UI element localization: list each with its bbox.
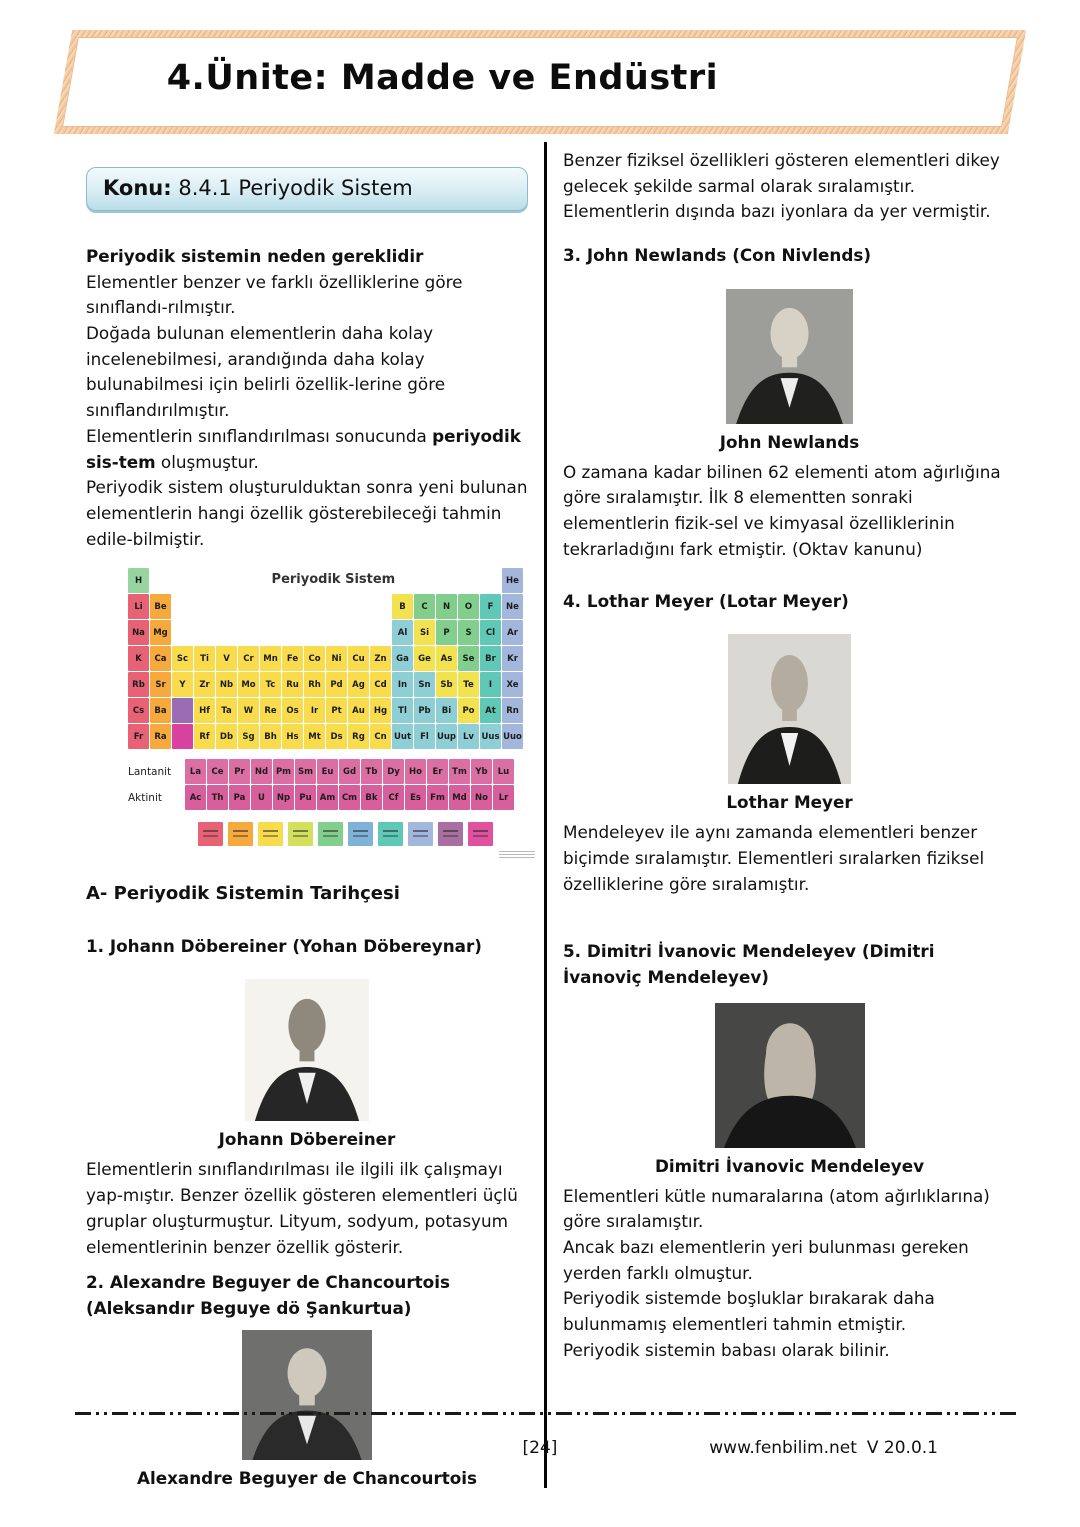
element-cell-Eu: Eu: [317, 759, 338, 784]
element-cell-Ni: Ni: [326, 646, 347, 671]
element-cell-La: La: [185, 759, 206, 784]
element-cell-Md: Md: [449, 785, 470, 810]
item1-heading: 1. Johann Döbereiner (Yohan Döbereynar): [86, 935, 482, 956]
item5-paragraph-4: Periyodik sistemin babası olarak bilinir.: [563, 1339, 890, 1360]
element-cell-Cf: Cf: [383, 785, 404, 810]
intro-heading: Periyodik sistemin neden gereklidir: [86, 246, 424, 266]
element-cell-B: B: [392, 594, 413, 619]
periodic-table-figure: [128, 568, 528, 850]
element-cell-In: In: [392, 672, 413, 697]
element-cell-Mn: Mn: [260, 646, 281, 671]
item3-text: O zamana kadar bilinen 62 elementi atom ağırlığına göre sıralamıştır. İlk 8 elementten sonraki elementlerin fizik-sel ve kimyasal özelliklerinin tekrarladığını fark etmiştir. (Oktav kanunu): [563, 461, 1001, 559]
element-cell-Uup: Uup: [436, 724, 457, 749]
element-cell-Tm: Tm: [449, 759, 470, 784]
element-cell-Sm: Sm: [295, 759, 316, 784]
element-cell-Se: Se: [458, 646, 479, 671]
element-cell-Sc: Sc: [172, 646, 193, 671]
item1-text: Elementlerin sınıflandırılması ile ilgili ilk çalışmayı yap-mıştır. Benzer özellik gösteren elementleri üçlü gruplar oluşturmuştur. Lityum, sodyum, potasyum elementlerinin benzer özellik gösterir.: [86, 1159, 518, 1257]
element-cell-Rn: Rn: [502, 698, 523, 723]
element-cell-W: W: [238, 698, 259, 723]
legend-swatch: [378, 822, 403, 846]
element-cell-Nb: Nb: [216, 672, 237, 697]
element-cell-Pd: Pd: [326, 672, 347, 697]
element-cell-Ga: Ga: [392, 646, 413, 671]
element-cell-Lv: Lv: [458, 724, 479, 749]
element-cell-Dy: Dy: [383, 759, 404, 784]
portrait-caption: Alexandre Beguyer de Chancourtois: [136, 1467, 478, 1488]
element-cell-Fe: Fe: [282, 646, 303, 671]
element-cell-Pu: Pu: [295, 785, 316, 810]
element-cell-Ra: Ra: [150, 724, 171, 749]
portrait-image: [245, 979, 369, 1121]
element-cell-Kr: Kr: [502, 646, 523, 671]
element-cell-Rb: Rb: [128, 672, 149, 697]
portrait-image: [726, 289, 853, 424]
element-cell-Mg: Mg: [150, 620, 171, 645]
element-cell-Nd: Nd: [251, 759, 272, 784]
element-cell-Rh: Rh: [304, 672, 325, 697]
item5-paragraph-1: Elementleri kütle numaralarına (atom ağırlıklarına) göre sıralamıştır.: [563, 1185, 990, 1232]
footer-site: [699, 1438, 938, 1458]
element-cell-Al: Al: [392, 620, 413, 645]
periodic-table: [128, 568, 523, 850]
element-cell-Pa: Pa: [229, 785, 250, 810]
table-credit-smudge: [499, 851, 535, 860]
element-cell-Ho: Ho: [405, 759, 426, 784]
portrait-image: [715, 1003, 865, 1148]
element-cell-F: F: [480, 594, 501, 619]
element-cell-Tb: Tb: [361, 759, 382, 784]
element-cell-Ce: Ce: [207, 759, 228, 784]
item4-text-block: [563, 820, 1016, 897]
portrait-image: [728, 634, 851, 784]
element-cell-Y: Y: [172, 672, 193, 697]
portrait-caption: Lothar Meyer: [726, 792, 853, 813]
element-cell-Cd: Cd: [370, 672, 391, 697]
element-cell-S: S: [458, 620, 479, 645]
element-cell-As: As: [436, 646, 457, 671]
site-url: www.fenbilim.net: [709, 1438, 857, 1458]
intro-paragraph-1: Elementler benzer ve farklı özelliklerine göre sınıflandı-rılmıştır.: [86, 271, 463, 318]
unit-banner: [54, 30, 1026, 134]
legend-swatch: [408, 822, 433, 846]
element-cell-Po: Po: [458, 698, 479, 723]
element-cell-C: C: [414, 594, 435, 619]
element-cell-Rf: Rf: [194, 724, 215, 749]
element-cell-At: At: [480, 698, 501, 723]
element-cell-Si: Si: [414, 620, 435, 645]
element-cell-Hg: Hg: [370, 698, 391, 723]
element-cell-Gd: Gd: [339, 759, 360, 784]
element-cell-Bh: Bh: [260, 724, 281, 749]
element-cell-Sb: Sb: [436, 672, 457, 697]
element-cell-Re: Re: [260, 698, 281, 723]
element-cell-Ir: Ir: [304, 698, 325, 723]
element-cell-Au: Au: [348, 698, 369, 723]
element-cell-Ge: Ge: [414, 646, 435, 671]
item5-paragraph-2: Ancak bazı elementlerin yeri bulunması gereken yerden farklı olmuştur.: [563, 1237, 969, 1283]
element-cell-Pt: Pt: [326, 698, 347, 723]
element-cell-Na: Na: [128, 620, 149, 645]
element-cell-Ag: Ag: [348, 672, 369, 697]
element-cell-Lr: Lr: [493, 785, 514, 810]
unit-banner-inner: [62, 37, 1018, 127]
legend-swatch: [468, 822, 493, 846]
element-cell-Cr: Cr: [238, 646, 259, 671]
periodic-table-legend: [168, 822, 523, 846]
element-cell-Rg: Rg: [348, 724, 369, 749]
element-cell-Cl: Cl: [480, 620, 501, 645]
actinide-row: [185, 785, 514, 810]
item3-text-block: [563, 460, 1016, 563]
item2-heading: 2. Alexandre Beguyer de Chancourtois (Aleksandır Beguye dö Şankurtua): [86, 1272, 450, 1318]
element-cell-K: K: [128, 646, 149, 671]
element-cell-Te: Te: [458, 672, 479, 697]
element-cell-Db: Db: [216, 724, 237, 749]
element-cell-Sr: Sr: [150, 672, 171, 697]
element-cell-Xe: Xe: [502, 672, 523, 697]
element-cell-Ta: Ta: [216, 698, 237, 723]
lanthanide-row: [185, 759, 514, 784]
element-cell-Uus: Uus: [480, 724, 501, 749]
element-cell-Mo: Mo: [238, 672, 259, 697]
element-cell-Hf: Hf: [194, 698, 215, 723]
footer-divider: [75, 1412, 1020, 1415]
element-cell-Th: Th: [207, 785, 228, 810]
element-cell-Cm: Cm: [339, 785, 360, 810]
element-cell-N: N: [436, 594, 457, 619]
topic-box: [86, 167, 528, 211]
element-cell-Ac: Ac: [185, 785, 206, 810]
element-cell-Sn: Sn: [414, 672, 435, 697]
lanthanide-label: Lantanit: [128, 765, 172, 778]
element-cell-Zr: Zr: [194, 672, 215, 697]
element-cell-Pm: Pm: [273, 759, 294, 784]
element-cell-Os: Os: [282, 698, 303, 723]
content-columns: [60, 142, 1020, 1488]
actinide-label: Aktinit: [128, 791, 162, 804]
intro-block: [86, 244, 528, 552]
element-cell-U: U: [251, 785, 272, 810]
element-cell-Ar: Ar: [502, 620, 523, 645]
portrait-caption: Dimitri İvanovic Mendeleyev: [654, 1155, 925, 1176]
element-cell-Cn: Cn: [370, 724, 391, 749]
portrait-lothar-meyer: [563, 634, 1016, 812]
element-cell-V: V: [216, 646, 237, 671]
left-column: [60, 142, 544, 1488]
periodic-table-title: Periyodik Sistem: [271, 572, 396, 588]
series-placeholder-cell: [172, 698, 193, 723]
portrait-john-newlands: [563, 289, 1016, 452]
portrait-caption: John Newlands: [719, 431, 860, 452]
footer: [0, 1438, 1080, 1464]
element-cell-Bk: Bk: [361, 785, 382, 810]
legend-swatch: [198, 822, 223, 846]
right-column: [544, 142, 1020, 1488]
unit-title: 4.Ünite: Madde ve Endüstri: [166, 58, 719, 98]
element-cell-Ne: Ne: [502, 594, 523, 619]
item1-text-block: [86, 1157, 528, 1260]
item5-paragraph-3: Periyodik sistemde boşluklar bırakarak daha bulunmamış elementleri tahmin etmiştir.: [563, 1288, 935, 1335]
element-cell-Ru: Ru: [282, 672, 303, 697]
element-cell-Pb: Pb: [414, 698, 435, 723]
intro-paragraph-4: Periyodik sistem oluşturulduktan sonra yeni bulunan elementlerin hangi özellik gösterebileceği tahmin edile-bilmiştir.: [86, 477, 528, 549]
legend-swatch: [348, 822, 373, 846]
element-cell-Li: Li: [128, 594, 149, 619]
portrait-dimitri-mendeleyev: [563, 1003, 1016, 1176]
element-cell-Cs: Cs: [128, 698, 149, 723]
element-cell-He: He: [502, 568, 523, 593]
item2-text: Benzer fiziksel özellikleri gösteren elementleri dikey gelecek şekilde sarmal olarak sıralamıştır. Elementlerin dışında bazı iyonlara da yer vermiştir.: [563, 150, 1000, 222]
element-cell-No: No: [471, 785, 492, 810]
element-cell-P: P: [436, 620, 457, 645]
element-cell-Mt: Mt: [304, 724, 325, 749]
element-cell-Co: Co: [304, 646, 325, 671]
element-cell-Er: Er: [427, 759, 448, 784]
element-cell-H: H: [128, 568, 149, 593]
element-cell-O: O: [458, 594, 479, 619]
element-cell-Ca: Ca: [150, 646, 171, 671]
element-cell-Cu: Cu: [348, 646, 369, 671]
section-heading: A- Periyodik Sistemin Tarihçesi: [86, 883, 400, 905]
item5-heading: 5. Dimitri İvanovic Mendeleyev (Dimitri İvanoviç Mendeleyev): [563, 941, 935, 987]
element-cell-Ds: Ds: [326, 724, 347, 749]
item4-heading: 4. Lothar Meyer (Lotar Meyer): [563, 590, 849, 611]
actinide-series: [128, 785, 523, 810]
element-cell-Np: Np: [273, 785, 294, 810]
element-cell-Bi: Bi: [436, 698, 457, 723]
item4-text: Mendeleyev ile aynı zamanda elementleri benzer biçimde sıralamıştır. Elementleri sıralarken fiziksel özelliklerine göre sıralamıştır.: [563, 822, 985, 894]
item2-text-block: [563, 148, 1016, 225]
portrait-caption: Johann Döbereiner: [218, 1129, 396, 1150]
element-cell-Ba: Ba: [150, 698, 171, 723]
legend-swatch: [318, 822, 343, 846]
element-cell-Fm: Fm: [427, 785, 448, 810]
element-cell-Ti: Ti: [194, 646, 215, 671]
element-cell-Hs: Hs: [282, 724, 303, 749]
element-cell-Sg: Sg: [238, 724, 259, 749]
legend-swatch: [438, 822, 463, 846]
element-cell-Tl: Tl: [392, 698, 413, 723]
element-cell-Yb: Yb: [471, 759, 492, 784]
element-cell-Es: Es: [405, 785, 426, 810]
element-cell-Uut: Uut: [392, 724, 413, 749]
element-cell-Am: Am: [317, 785, 338, 810]
periodic-table-series: [128, 759, 523, 810]
element-cell-Uuo: Uuo: [502, 724, 523, 749]
element-cell-Zn: Zn: [370, 646, 391, 671]
intro-paragraph-2: Doğada bulunan elementlerin daha kolay incelenebilmesi, arandığında daha kolay bulunabilmesi için belirli özellik-lerine göre sınıflandırılmıştır.: [86, 323, 446, 421]
element-cell-Br: Br: [480, 646, 501, 671]
element-cell-Lu: Lu: [493, 759, 514, 784]
lanthanide-series: [128, 759, 523, 784]
periodic-table-grid: [128, 568, 523, 749]
item5-text-block: [563, 1184, 1016, 1364]
item3-heading: 3. John Newlands (Con Nivlends): [563, 245, 871, 266]
element-cell-Pr: Pr: [229, 759, 250, 784]
element-cell-Fr: Fr: [128, 724, 149, 749]
topic-title: 8.4.1 Periyodik Sistem: [178, 176, 413, 200]
legend-swatch: [228, 822, 253, 846]
element-cell-I: I: [480, 672, 501, 697]
element-cell-Be: Be: [150, 594, 171, 619]
portrait-johann-dobereiner: [86, 979, 528, 1149]
page-number: [24]: [522, 1438, 558, 1458]
legend-swatch: [288, 822, 313, 846]
version-label: V 20.0.1: [866, 1438, 938, 1458]
legend-swatch: [258, 822, 283, 846]
series-placeholder-cell: [172, 724, 193, 749]
element-cell-Fl: Fl: [414, 724, 435, 749]
intro-paragraph-3: Elementlerin sınıflandırılması sonucunda periyodik sis-tem oluşmuştur.: [86, 425, 521, 472]
element-cell-Tc: Tc: [260, 672, 281, 697]
topic-label: Konu:: [103, 176, 172, 200]
